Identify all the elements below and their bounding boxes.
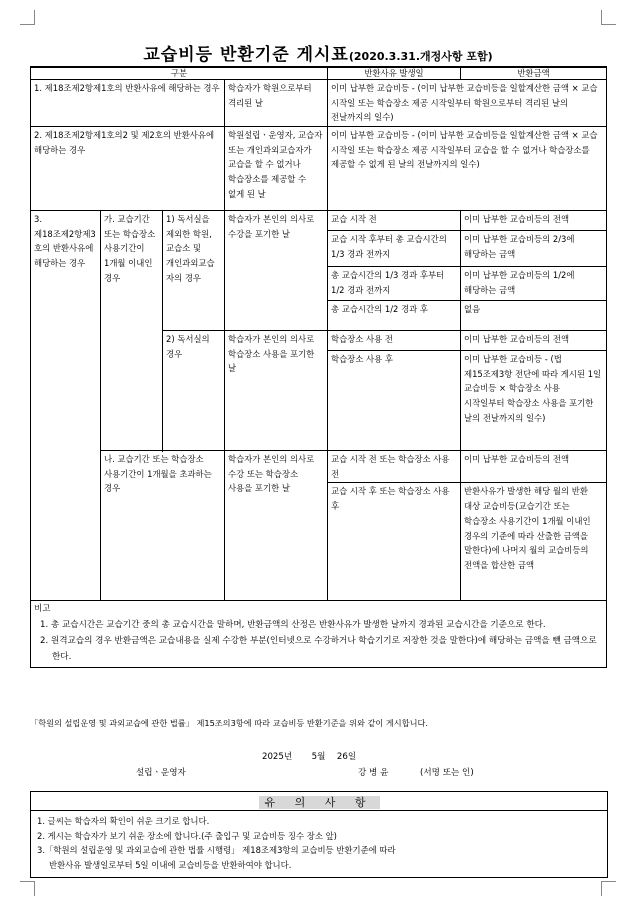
remarks-item-2: 2. 원격교습의 경우 반환금액은 교습내용을 실제 수강한 부분(인터넷으로 수강하거나 학습기기로 저장한 것을 말한다)에 해당하는 금액을 뺀 금액으로 한다. <box>40 636 597 663</box>
title-subtitle: (2020.3.31.개정사항 포함) <box>348 50 493 63</box>
sub2-amount-0: 이미 납부한 교습비등의 전액 <box>461 331 607 351</box>
row3-sub2-reason: 학습자가 본인의 의사로 학습장소 사용을 포기한 날 <box>225 331 328 451</box>
row3-sub1-reason: 학습자가 본인의 의사로 수강을 포기한 날 <box>225 211 328 331</box>
row3-sub-na: 나. 교습기간 또는 학습장소 사용기간이 1개월을 초과하는 경우 <box>101 451 225 601</box>
remarks-item-1: 1. 총 교습시간은 교습기간 중의 총 교습시간을 말하며, 반환금액의 산정은 반환사유가 발생한 날까지 경과된 교습시간을 기준으로 한다. <box>40 620 546 631</box>
row3-sub1: 1) 독서실을 제외한 학원, 교습소 및 개인과외교습자의 경우 <box>163 211 225 331</box>
sub1-when-0: 교습 시작 전 <box>328 211 461 231</box>
notice-item-1: 1. 글씨는 학습자의 확인이 쉬운 크기로 합니다. <box>37 816 210 826</box>
title-main: 교습비등 반환기준 게시표 <box>143 45 349 65</box>
crop-mark-top-left <box>20 10 35 25</box>
notice-box <box>30 791 608 878</box>
legal-statement: 「학원의 설립운영 및 과외교습에 관한 법률」 제15조의3항에 따라 교습비등 반환기준을 위와 같이 게시합니다. <box>30 718 429 728</box>
signature-label: (서명 또는 인) <box>420 768 474 778</box>
remarks-heading: 비고 <box>34 604 51 615</box>
crop-mark-bottom-right <box>601 881 616 896</box>
date-month: 5월 <box>311 752 326 762</box>
sub1-when-1: 교습 시작 후부터 총 교습시간의 1/3 경과 전까지 <box>328 231 461 267</box>
sub1-amount-1: 이미 납부한 교습비등의 2/3에 해당하는 금액 <box>461 231 607 267</box>
sub2-amount-1: 이미 납부한 교습비등 - (법 제15조제3항 전단에 따라 게시된 1일 교습비등 × 학습장소 사용 시작일부터 학습장소 사용을 포기한 날의 전날까지의 일수) <box>461 351 607 451</box>
signer-role: 설립ㆍ운영자 <box>136 768 186 778</box>
na-when-1: 교습 시작 후 또는 학습장소 사용 후 <box>328 483 461 601</box>
sub1-amount-2: 이미 납부한 교습비등의 1/2에 해당하는 금액 <box>461 267 607 301</box>
remarks-box <box>31 601 607 668</box>
notice-item-2: 2. 게시는 학습자가 보기 쉬운 장소에 합니다.(주 출입구 및 교습비등 징수 장소 앞) <box>37 830 337 841</box>
table-row <box>31 127 607 211</box>
page-title <box>0 40 636 65</box>
table-row <box>31 451 607 483</box>
sub1-when-3: 총 교습시간의 1/2 경과 후 <box>328 301 461 331</box>
table-header-row <box>31 67 607 79</box>
date-day: 26일 <box>336 752 357 762</box>
na-amount-1: 반환사유가 발생한 해당 월의 반환 대상 교습비등(교습기간 또는 학습장소 사용기간이 1개월 이내인 경우의 기준에 따라 산출한 금액을 말한다)에 나머지 월의 교습비등의 전액을 합산한 금액 <box>461 483 607 601</box>
crop-mark-bottom-left <box>20 881 35 896</box>
header-reason: 반환사유 발생일 <box>328 67 461 79</box>
notice-item-3-cont: 반환사유 발생일로부터 5일 이내에 교습비등을 반환하여야 합니다. <box>49 860 292 871</box>
row3-category: 3. 제18조제2항제3호의 반환사유에 해당하는 경우 <box>31 211 101 601</box>
crop-mark-top-right <box>601 10 616 25</box>
sub1-when-2: 총 교습시간의 1/3 경과 후부터 1/2 경과 전까지 <box>328 267 461 301</box>
sub2-when-1: 학습장소 사용 후 <box>328 351 461 451</box>
row1-reason: 학습자가 학원으로부터 격리된 날 <box>225 79 328 126</box>
sub1-amount-3: 없음 <box>461 301 607 331</box>
notice-header <box>31 792 607 811</box>
row3-na-reason: 학습자가 본인의 의사로 수강 또는 학습장소 사용을 포기한 날 <box>225 451 328 601</box>
row2-reason: 학원설립ㆍ운영자, 교습자 또는 개인과외교습자가 교습을 할 수 없거나 학습장소를 제공할 수 없게 된 날 <box>225 127 328 211</box>
notice-body <box>31 811 607 877</box>
na-amount-0: 이미 납부한 교습비등의 전액 <box>461 451 607 483</box>
row2-category: 2. 제18조제2항제1호의2 및 제2호의 반환사유에 해당하는 경우 <box>31 127 225 211</box>
header-category: 구분 <box>31 67 328 79</box>
notice-heading: 유 의 사 항 <box>259 796 380 809</box>
notice-item-3: 3.「학원의 설립운영 및 과외교습에 관한 법률 시행령」 제18조제3항의 교습비등 반환기준에 따라 <box>37 845 396 856</box>
header-amount: 반환금액 <box>461 67 607 79</box>
row2-amount: 이미 납부한 교습비등 - (이미 납부한 교습비등을 일할계산한 금액 × 교습 시작일 또는 학습장소 제공 시작일부터 교습을 할 수 없거나 학습장소를 제공할 수 없게 된 날의 전날까지의 일수) <box>328 127 607 211</box>
sub1-amount-0: 이미 납부한 교습비등의 전액 <box>461 211 607 231</box>
row3-sub-ga: 가. 교습기간 또는 학습장소 사용기간이 1개월 이내인 경우 <box>101 211 163 451</box>
table-row <box>31 79 607 126</box>
remarks-row <box>31 601 607 668</box>
na-when-0: 교습 시작 전 또는 학습장소 사용 전 <box>328 451 461 483</box>
signer-name: 강 병 윤 <box>358 768 389 778</box>
row1-amount: 이미 납부한 교습비등 - (이미 납부한 교습비등을 일할계산한 금액 × 교습 시작일 또는 학습장소 제공 시작일부터 학원으로부터 격리된 날의 전날까지의 일수) <box>328 79 607 126</box>
date-year: 2025년 <box>262 752 293 762</box>
date-line <box>262 750 356 762</box>
refund-table <box>30 66 607 668</box>
row3-sub2: 2) 독서실의 경우 <box>163 331 225 451</box>
table-row <box>31 211 607 231</box>
row1-category: 1. 제18조제2항제1호의 반환사유에 해당하는 경우 <box>31 79 225 126</box>
sub2-when-0: 학습장소 사용 전 <box>328 331 461 351</box>
